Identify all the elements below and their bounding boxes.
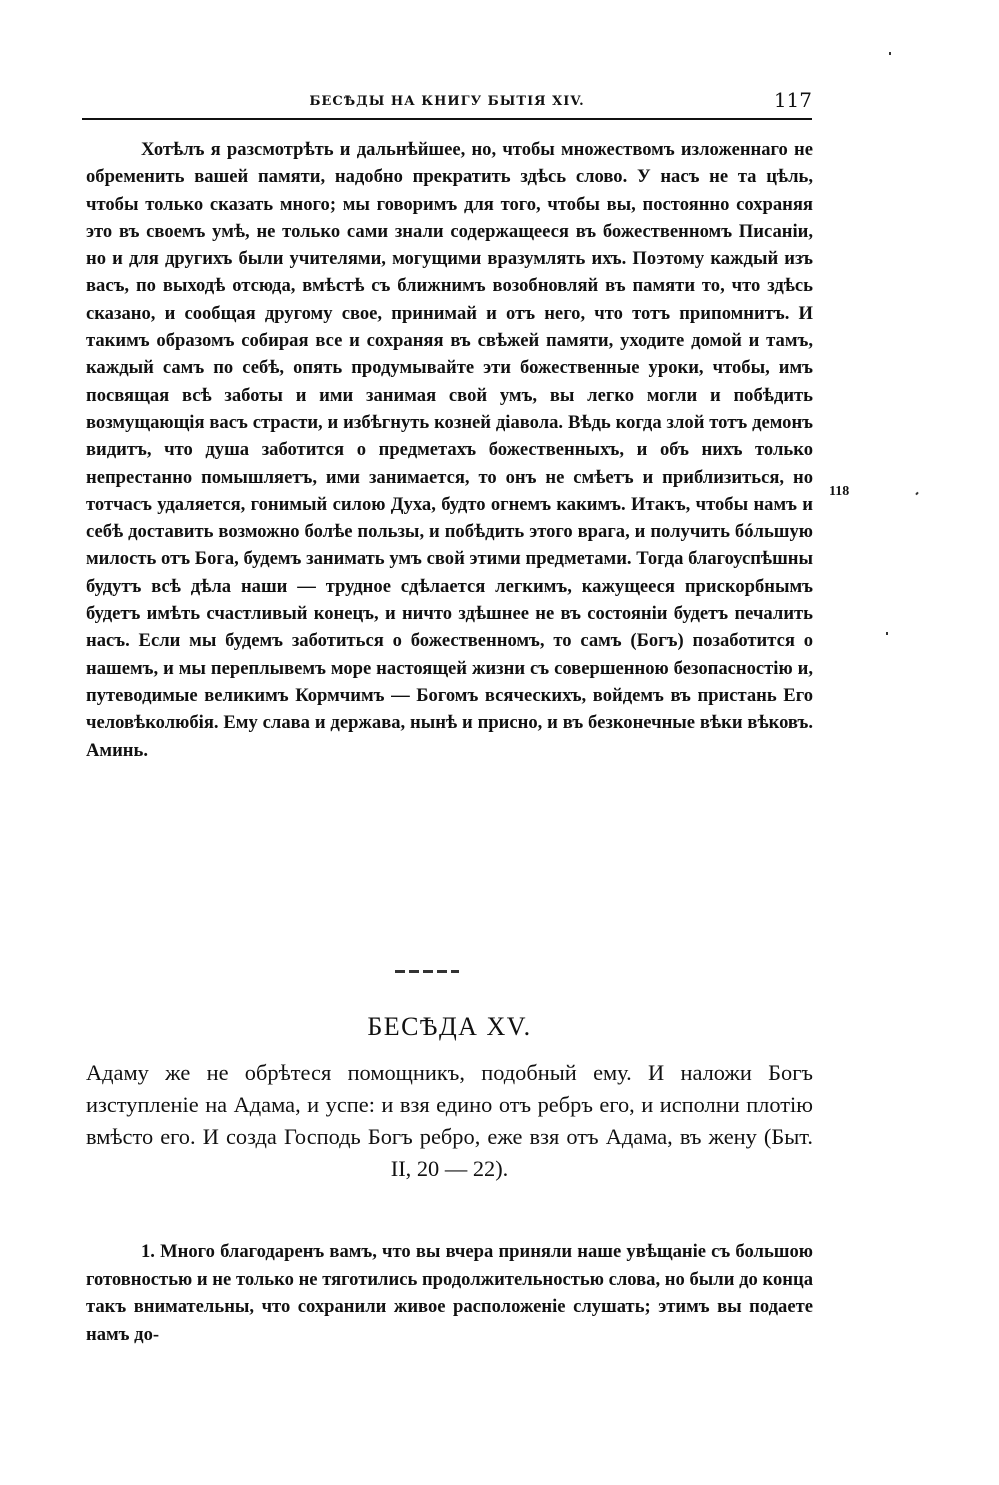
section-title: БЕСѢДА XV. (367, 1012, 532, 1041)
margin-page-reference: 118 (829, 484, 850, 499)
scan-speck (889, 52, 891, 55)
paragraph-homily-ending: Хотѣлъ я разсмотрѣть и дальнѣйшее, но, чтобы множествомъ изложеннаго не обременить вашей памяти, надобно прекратить здѣсь слово. У насъ не та цѣль, чтобы только сказать много; мы говоримъ для того, чтобы вы, постоянно сохраняя это въ своемъ умѣ, не только сами знали содержащееся въ божественномъ Писаніи, но и для другихъ были учителями, могущими вразумлять ихъ. Поэтому каждый изъ васъ, по выходѣ отсюда, вмѣстѣ съ ближнимъ возобновляй въ памяти то, что здѣсь сказано, и сообщая другому свое, принимай и отъ него, что тотъ припомнитъ. И такимъ образомъ собирая все и сохраняя въ свѣжей памяти, уходите домой и тамъ, каждый самъ по себѣ, опять продумывайте эти божественные уроки, чтобы, имъ посвящая всѣ заботы и ими занимая свой умъ, вы легко могли и побѣдить возмущающія васъ страсти, и избѣгнуть козней діавола. Вѣдь когда злой тотъ демонъ видитъ, что душа заботится о предметахъ божественныхъ, и объ нихъ только непрестанно помышляетъ, ими занимается, то онъ не смѣетъ и приблизиться, но тотчасъ удаляется, гонимый силою Духа, будто огнемъ какимъ. Итакъ, чтобы намъ и себѣ доставить возможно болѣе пользы, и побѣдить этого врага, и получить бóльшую милость отъ Бога, будемъ занимать умъ свой этими предметами. Тогда благоуспѣшны будутъ всѣ дѣла наши — трудное сдѣлается легкимъ, кажущееся прискорбнымъ будетъ имѣть счастливый конецъ, и ничто здѣшнее не въ состояніи будетъ печалить насъ. Если мы будемъ заботиться о божественномъ, то самъ (Богъ) позаботится о нашемъ, и мы переплывемъ море настоящей жизни съ совершенною безопасностію и, путеводимые великимъ Кормчимъ — Богомъ всяческихъ, войдемъ въ пристань Его человѣколюбія. Ему слава и держава, нынѣ и присно, и въ безконечные вѣки вѣковъ. Аминь. (86, 139, 813, 761)
running-head (82, 88, 812, 114)
scan-speck (915, 492, 918, 496)
scan-speck (886, 632, 888, 635)
section-divider (395, 970, 459, 973)
running-title: БЕСѢДЫ НА КНИГУ БЫТІЯ XIV. (309, 94, 585, 109)
scripture-epigraph: Адаму же не обрѣтеся помощникъ, подобный ему. И наложи Богъ изступленіе на Адама, и успе: и взя едино отъ ребръ его, и исполни плотію вмѣсто его. И созда Господь Богъ ребро, еже взя отъ Адама, въ жену (Быт. II, 20 — 22). (86, 1060, 813, 1181)
paragraph-homily-start: 1. Много благодаренъ вамъ, что вы вчера приняли наше увѣщаніе съ большою готовностью и не только не тяготились продолжительностью слова, но были до конца такъ внимательны, что сохранили живое расположеніе слушать; этимъ вы подаете намъ до- (86, 1241, 813, 1345)
page-number: 117 (773, 88, 812, 112)
header-rule (82, 118, 812, 120)
